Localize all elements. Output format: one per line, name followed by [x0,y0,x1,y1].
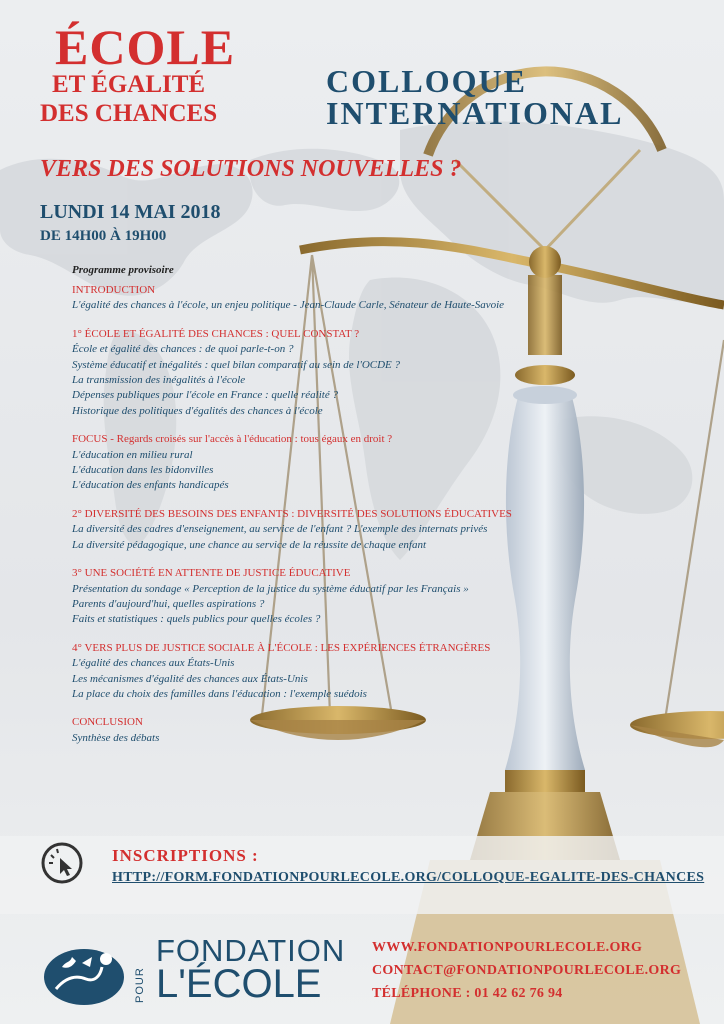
programme-section [72,432,532,494]
event-date: LUNDI 14 MAI 2018 [40,201,221,223]
programme-section [72,641,532,703]
phone-number: TÉLÉPHONE : 01 42 62 76 94 [372,986,563,1001]
programme-item: Système éducatif et inégalités : quel bilan comparatif au sein de l'OCDE ? [72,358,401,371]
event-title-chances: DES CHANCES [40,100,218,127]
programme-section-title: CONCLUSION [72,716,143,729]
colloque-heading: COLLOQUE [326,63,527,99]
programme-item: La diversité des cadres d'enseignement, au service de l'enfant ? L'exemple des internats privés [72,523,488,536]
programme-section-title: 1° ÉCOLE ET ÉGALITÉ DES CHANCES : QUEL CONSTAT ? [72,327,360,340]
programme-item: Les mécanismes d'égalité des chances aux États-Unis [72,672,308,685]
programme-item: La transmission des inégalités à l'école [72,374,246,387]
programme-section [72,283,532,314]
inscriptions-label: INSCRIPTIONS : [112,846,259,865]
logo-ecole-text: L'ÉCOLE [156,962,322,1006]
programme-section [72,327,532,419]
programme-item: Synthèse des débats [72,731,160,744]
website-link[interactable]: WWW.FONDATIONPOURLECOLE.ORG [372,940,643,955]
programme-item: Historique des politiques d'égalités des chances à l'école [72,404,323,417]
email-link[interactable]: CONTACT@FONDATIONPOURLECOLE.ORG [372,963,682,978]
programme-list [72,283,532,759]
programme-item: Dépenses publiques pour l'école en France : quelle réalité ? [72,389,338,402]
programme-heading: Programme provisoire [72,264,174,276]
programme-item: L'éducation des enfants handicapés [72,479,229,492]
programme-section-title: FOCUS - Regards croisés sur l'accès à l'éducation : tous égaux en droit ? [72,433,393,446]
programme-item: Parents d'aujourd'hui, quelles aspirations ? [72,597,265,610]
cursor-click-icon [40,841,84,885]
programme-section-title: INTRODUCTION [72,284,156,296]
programme-section-title: 4° VERS PLUS DE JUSTICE SOCIALE À L'ÉCOLE : LES EXPÉRIENCES ÉTRANGÈRES [72,641,491,654]
international-heading: INTERNATIONAL [326,95,624,131]
logo-pour-text: POUR [134,967,146,1003]
programme-item: L'éducation dans les bidonvilles [72,464,214,477]
programme-section [72,715,532,746]
programme-item: Présentation du sondage « Perception de la justice du système éducatif par les Français » [72,582,469,595]
programme-item: L'égalité des chances aux États-Unis [72,657,235,670]
programme-section-title: 3° UNE SOCIÉTÉ EN ATTENTE DE JUSTICE ÉDUCATIVE [72,567,351,580]
event-subtitle: VERS DES SOLUTIONS NOUVELLES ? [40,156,462,182]
event-title-egalite: ET ÉGALITÉ [52,71,206,98]
registration-link[interactable]: HTTP://FORM.FONDATIONPOURLECOLE.ORG/COLLOQUE-EGALITE-DES-CHANCES [112,870,705,885]
event-hours: DE 14H00 À 19H00 [40,228,167,244]
programme-item: L'égalité des chances à l'école, un enjeu politique - Jean-Claude Carle, Sénateur de Haute-Savoie [72,299,505,312]
programme-section [72,507,532,553]
programme-item: L'éducation en milieu rural [72,448,193,461]
fondation-logo-icon [42,937,126,1007]
programme-section [72,566,532,628]
logo-fondation-text: FONDATION [156,933,346,968]
event-title-ecole: ÉCOLE [55,19,236,75]
programme-item: La place du choix des familles dans l'éducation : l'exemple suédois [72,687,367,700]
programme-item: La diversité pédagogique, une chance au service de la réussite de chaque enfant [72,538,427,551]
programme-item: École et égalité des chances : de quoi parle-t-on ? [72,343,294,356]
programme-section-title: 2° DIVERSITÉ DES BESOINS DES ENFANTS : DIVERSITÉ DES SOLUTIONS ÉDUCATIVES [72,507,512,520]
programme-item: Faits et statistiques : quels publics pour quelles écoles ? [72,613,321,626]
